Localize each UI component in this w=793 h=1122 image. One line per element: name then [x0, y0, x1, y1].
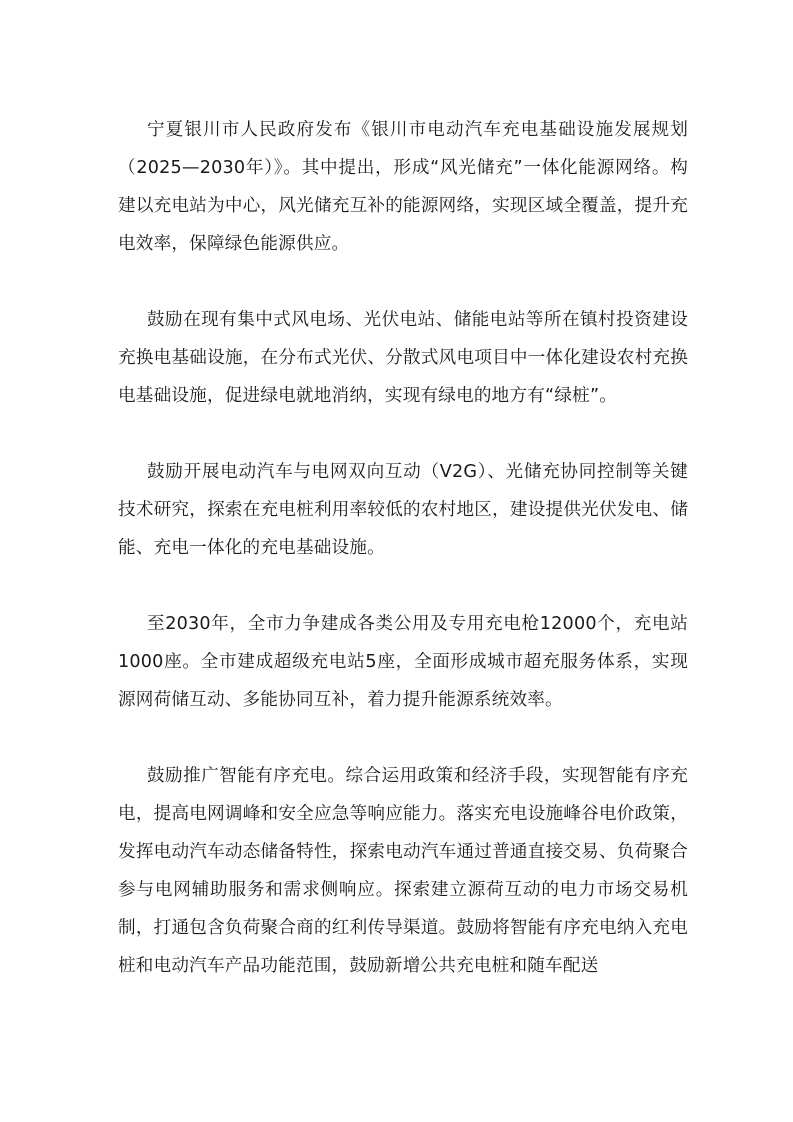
paragraph-rural-charging: 鼓励在现有集中式风电场、光伏电站、储能电站等所在镇村投资建设充换电基础设施，在分布式光伏、分散式风电项目中一体化建设农村充换电基础设施，促进绿电就地消纳，实现有绿电的地方有“绿桩”。: [118, 310, 688, 406]
paragraph-smart-charging: 鼓励推广智能有序充电。综合运用政策和经济手段，实现智能有序充电，提高电网调峰和安全应急等响应能力。落实充电设施峰谷电价政策，发挥电动汽车动态储备特性，探索电动汽车通过普通直接交易、负荷聚合参与电网辅助服务和需求侧响应。探索建立源荷互动的电力市场交易机制，打通包含负荷聚合商的红利传导渠道。鼓励将智能有序充电纳入充电桩和电动汽车产品功能范围，鼓励新增公共充电桩和随车配送: [118, 766, 688, 976]
paragraph-2030-targets: 至2030年，全市力争建成各类公用及专用充电枪12000个，充电站1000座。全市建成超级充电站5座，全面形成城市超充服务体系，实现源网荷储互动、多能协同互补，着力提升能源系统效率。: [118, 614, 688, 710]
paragraph-plan-announcement: 宁夏银川市人民政府发布《银川市电动汽车充电基础设施发展规划（2025—2030年）》。其中提出，形成“风光储充”一体化能源网络。构建以充电站为中心，风光储充互补的能源网络，实现区域全覆盖，提升充电效率，保障绿色能源供应。: [118, 120, 688, 254]
paragraph-v2g-research: 鼓励开展电动汽车与电网双向互动（V2G）、光储充协同控制等关键技术研究，探索在充电桩利用率较低的农村地区，建设提供光伏发电、储能、充电一体化的充电基础设施。: [118, 462, 688, 558]
document-page: [118, 111, 688, 985]
